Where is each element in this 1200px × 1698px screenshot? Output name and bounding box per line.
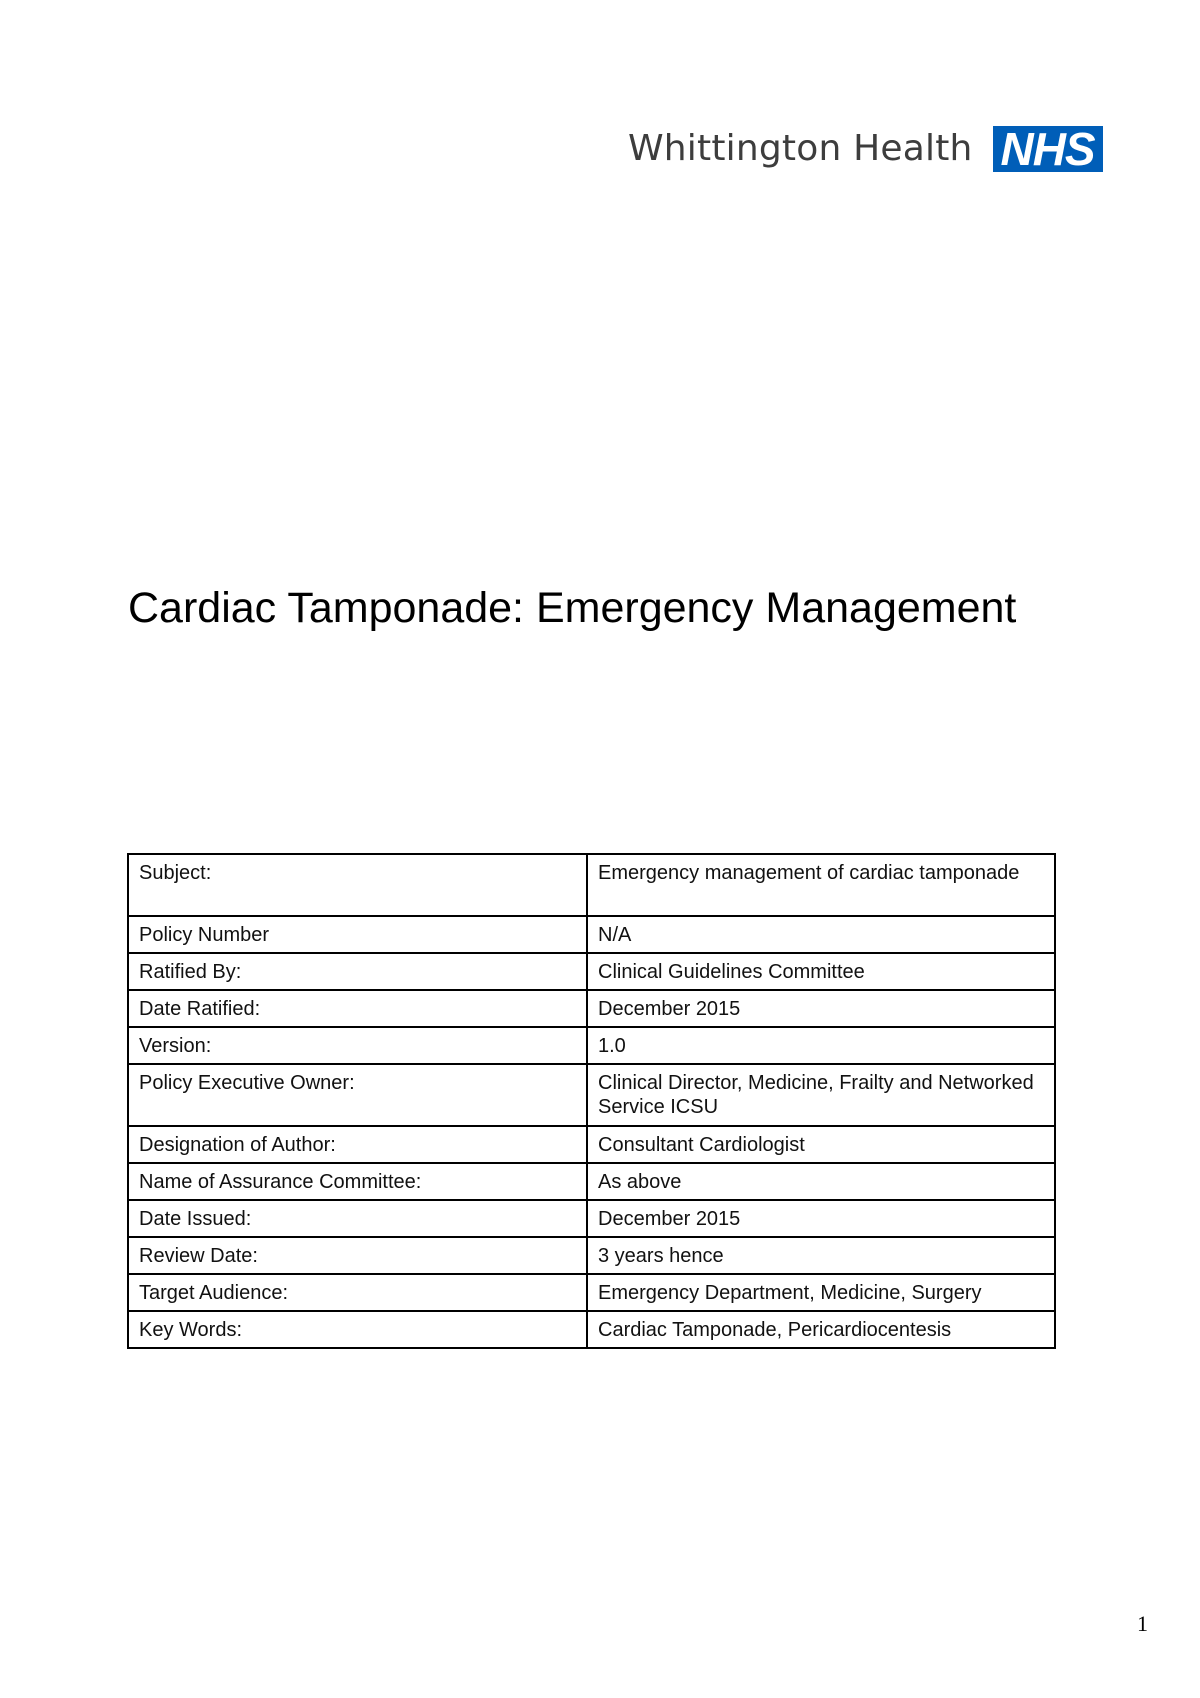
- table-row: [128, 1311, 1055, 1348]
- document-title: Cardiac Tamponade: Emergency Management: [128, 584, 1017, 632]
- row-value: As above: [587, 1163, 1055, 1200]
- row-value: 1.0: [587, 1027, 1055, 1064]
- table-row: [128, 1163, 1055, 1200]
- row-value: 3 years hence: [587, 1237, 1055, 1274]
- row-label: Date Ratified:: [128, 990, 587, 1027]
- table-row: [128, 916, 1055, 953]
- row-label: Version:: [128, 1027, 587, 1064]
- table-row: [128, 1200, 1055, 1237]
- row-value: Clinical Director, Medicine, Frailty and Networked Service ICSU: [587, 1064, 1055, 1126]
- policy-info-table: [127, 853, 1056, 1349]
- nhs-logo: NHS: [993, 126, 1103, 172]
- row-value: December 2015: [587, 1200, 1055, 1237]
- table-row: [128, 1064, 1055, 1126]
- table-row: [128, 1027, 1055, 1064]
- table-row: [128, 854, 1055, 916]
- row-label: Subject:: [128, 854, 587, 916]
- table-row: [128, 1237, 1055, 1274]
- table-row: [128, 1274, 1055, 1311]
- page-number: 1: [1137, 1611, 1148, 1636]
- row-value: Emergency Department, Medicine, Surgery: [587, 1274, 1055, 1311]
- row-label: Target Audience:: [128, 1274, 587, 1311]
- row-value: Emergency management of cardiac tamponade: [587, 854, 1055, 916]
- row-label: Designation of Author:: [128, 1126, 587, 1163]
- row-label: Key Words:: [128, 1311, 587, 1348]
- organisation-logo: [628, 124, 1103, 174]
- table-row: [128, 990, 1055, 1027]
- row-label: Policy Executive Owner:: [128, 1064, 587, 1126]
- row-value: Cardiac Tamponade, Pericardiocentesis: [587, 1311, 1055, 1348]
- row-value: December 2015: [587, 990, 1055, 1027]
- table-row: [128, 953, 1055, 990]
- row-value: Consultant Cardiologist: [587, 1126, 1055, 1163]
- row-label: Name of Assurance Committee:: [128, 1163, 587, 1200]
- row-value: N/A: [587, 916, 1055, 953]
- row-label: Policy Number: [128, 916, 587, 953]
- row-label: Ratified By:: [128, 953, 587, 990]
- row-label: Review Date:: [128, 1237, 587, 1274]
- row-label: Date Issued:: [128, 1200, 587, 1237]
- logo-org-name: Whittington Health: [628, 128, 973, 169]
- table-row: [128, 1126, 1055, 1163]
- row-value: Clinical Guidelines Committee: [587, 953, 1055, 990]
